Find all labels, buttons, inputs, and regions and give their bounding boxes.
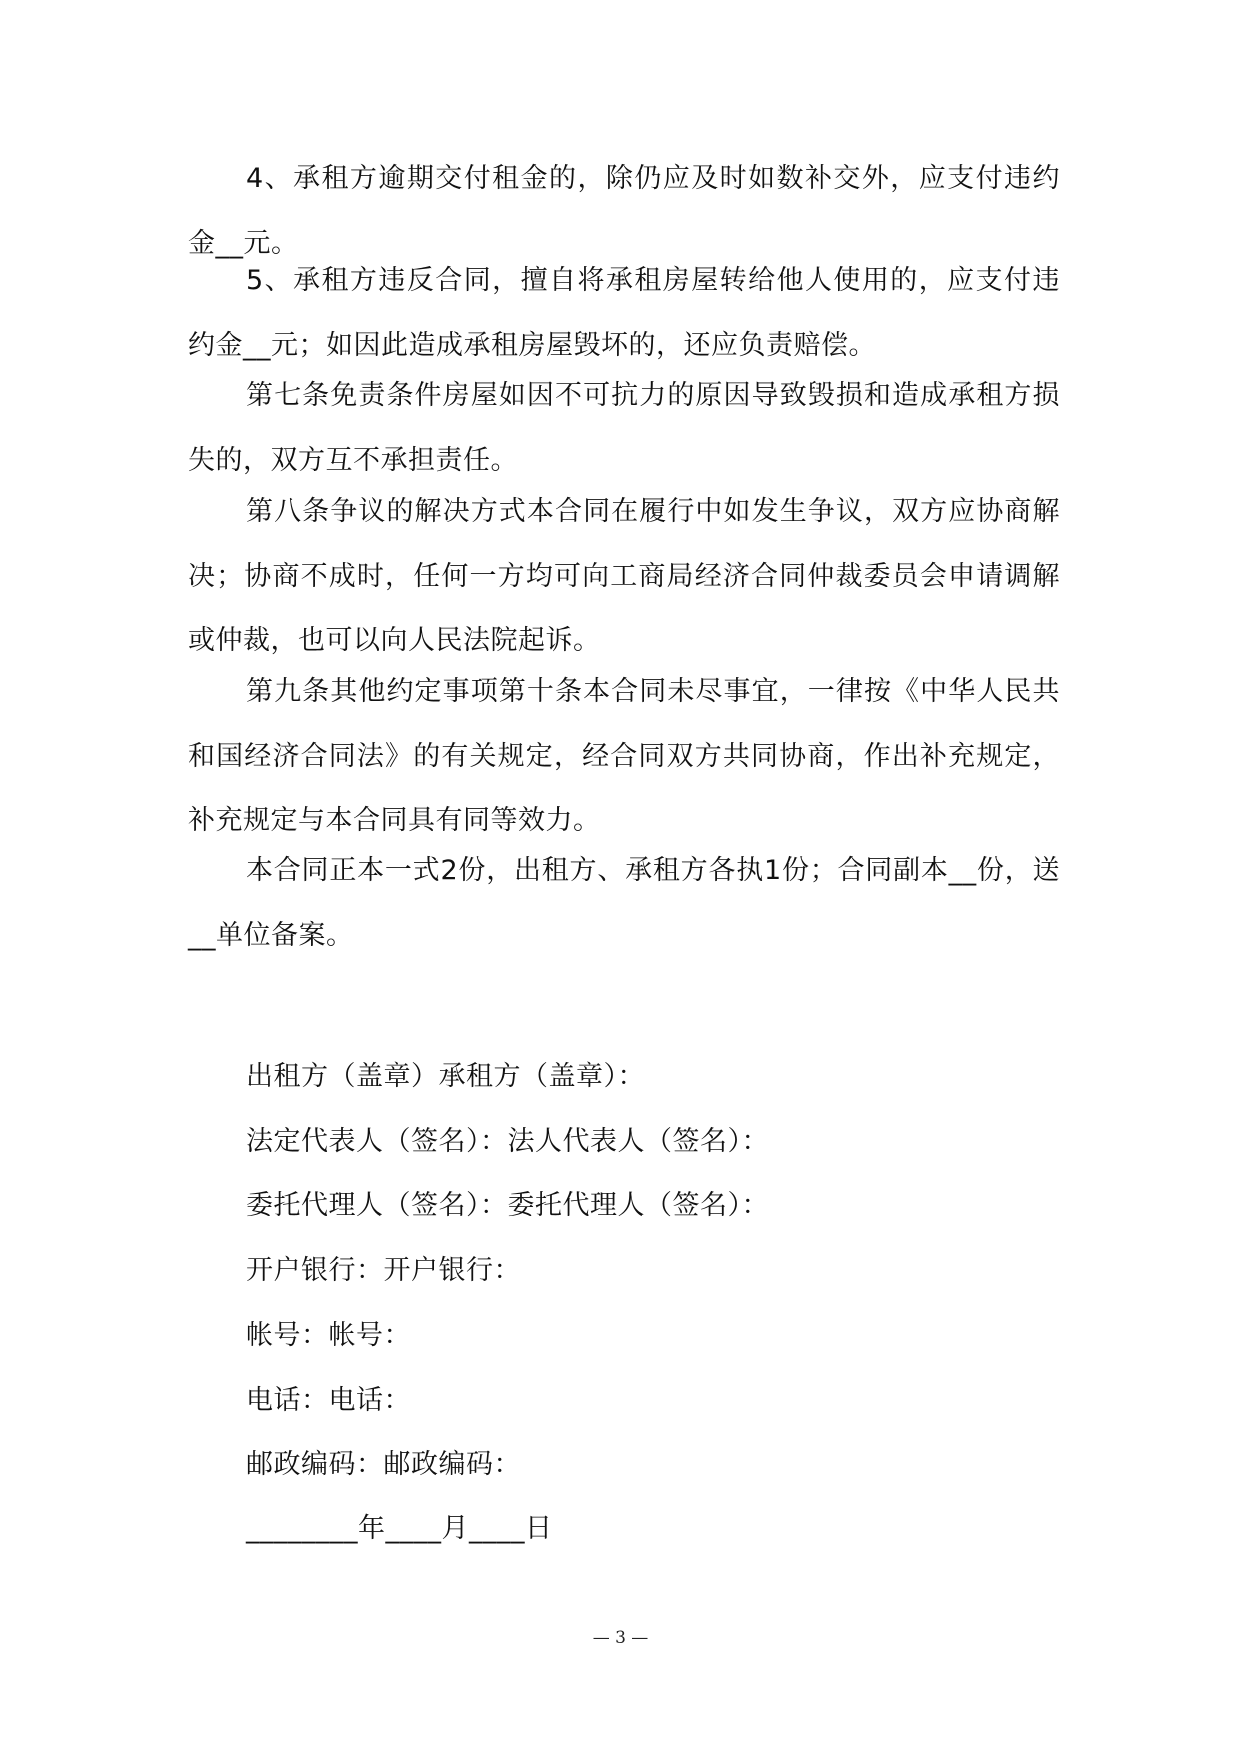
clause-paragraph: 4、承租方逾期交付租金的，除仍应及时如数补交外，应支付违约金__元。 [188,163,1060,259]
signature-line-postcode: 邮政编码：邮政编码： [246,1449,521,1480]
date-line: ________年____月____日 [246,1513,553,1544]
signature-line-agent: 委托代理人（签名）：委托代理人（签名）： [246,1190,769,1221]
signature-line-seal: 出租方（盖章）承租方（盖章）： [246,1061,645,1092]
clause-paragraph: 第八条争议的解决方式本合同在履行中如发生争议，双方应协商解决；协商不成时，任何一方均可向工商局经济合同仲裁委员会申请调解或仲裁，也可以向人民法院起诉。 [188,496,1060,656]
signature-line-account: 帐号：帐号： [246,1320,411,1351]
signature-line-bank: 开户银行：开户银行： [246,1255,521,1286]
signature-line-legal-representative: 法定代表人（签名）：法人代表人（签名）： [246,1126,769,1157]
clause-paragraph: 5、承租方违反合同，擅自将承租房屋转给他人使用的，应支付违约金__元；如因此造成承租房屋毁坏的，还应负责赔偿。 [188,265,1060,361]
page-number: — 3 — [592,1628,649,1648]
clause-paragraph: 第九条其他约定事项第十条本合同未尽事宜，一律按《中华人民共和国经济合同法》的有关规定，经合同双方共同协商，作出补充规定，补充规定与本合同具有同等效力。 [188,676,1060,836]
clause-paragraph: 本合同正本一式2份，出租方、承租方各执1份；合同副本__份，送__单位备案。 [188,855,1060,951]
signature-line-phone: 电话：电话： [246,1385,411,1416]
clause-paragraph: 第七条免责条件房屋如因不可抗力的原因导致毁损和造成承租方损失的，双方互不承担责任。 [188,380,1060,476]
